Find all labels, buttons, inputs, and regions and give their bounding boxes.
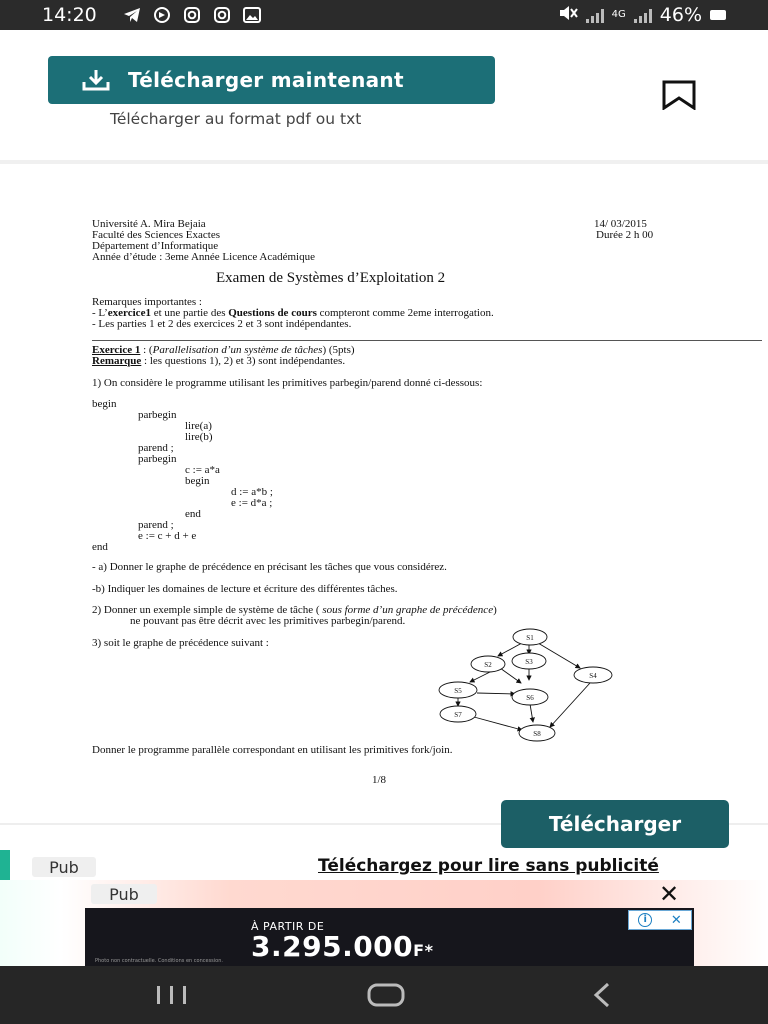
graph-node-label: S5 (454, 687, 462, 695)
graph-edge (500, 668, 521, 683)
telegram-icon (122, 6, 142, 24)
ad-price: 3.295.000F* (251, 930, 434, 963)
status-bar (0, 0, 768, 30)
doc-question-1: 1) On considère le programme utilisant les primitives parbegin/parend donné ci-dessous: (92, 377, 483, 389)
code-line: d := a*b ; (231, 486, 273, 498)
code-line: lire(a) (185, 420, 212, 432)
code-line: end (92, 541, 108, 553)
home-icon (367, 983, 405, 1007)
app-notification-icon (152, 6, 172, 24)
graph-node-label: S7 (454, 711, 462, 719)
doc-rule (92, 340, 762, 341)
download-now-label: Télécharger maintenant (128, 68, 404, 92)
signal-icon-2 (634, 7, 652, 23)
download-without-ads-link[interactable]: Téléchargez pour lire sans publicité (318, 856, 659, 876)
graph-edge (530, 704, 533, 722)
doc-question-3: 3) soit le graphe de précédence suivant : (92, 637, 269, 649)
mute-icon (558, 4, 578, 26)
code-line: lire(b) (185, 431, 213, 443)
code-line: parbegin (138, 409, 177, 421)
code-line: parend ; (138, 442, 174, 454)
graph-edge (498, 643, 522, 656)
doc-faculty: Faculté des Sciences Exactes (92, 229, 220, 241)
doc-question-2: 2) Donner un exemple simple de système de tâche ( sous forme d’un graphe de précédence) (92, 604, 497, 616)
download-button[interactable]: Télécharger (501, 800, 729, 848)
code-line: end (185, 508, 201, 520)
doc-remark-1: - L’exercice1 et une partie des Questions de cours compteront comme 2eme interrogation. (92, 307, 494, 319)
doc-year: Année d’étude : 3eme Année Licence Académique (92, 251, 315, 263)
ad-label: Pub (91, 884, 157, 904)
graph-node-label: S3 (525, 658, 533, 666)
doc-remark-2: - Les parties 1 et 2 des exercices 2 et 3 sont indépendantes. (92, 318, 352, 330)
system-icons (558, 4, 726, 26)
back-button[interactable] (572, 980, 632, 1010)
gallery-icon (242, 6, 262, 24)
back-icon (591, 982, 613, 1008)
download-now-button[interactable] (48, 56, 495, 104)
code-line: parbegin (138, 453, 177, 465)
battery-icon (710, 10, 726, 20)
graph-node-label: S8 (533, 730, 541, 738)
home-button[interactable] (356, 980, 416, 1010)
network-type-label: 4G (611, 9, 626, 20)
ad-banner[interactable] (85, 908, 694, 966)
ad-label: Pub (32, 857, 96, 877)
code-line: begin (92, 398, 117, 410)
graph-node-label: S6 (526, 694, 534, 702)
instagram-icon-2 (212, 6, 232, 24)
recent-apps-icon (155, 984, 189, 1006)
graph-edge (470, 671, 492, 682)
doc-remarque: Remarque : les questions 1), 2) et 3) sont indépendantes. (92, 355, 346, 367)
ad-info-icon: i (638, 913, 652, 927)
instagram-icon (182, 6, 202, 24)
navigation-bar (0, 966, 768, 1024)
ad-small-text: À PARTIR DE (251, 920, 325, 933)
status-time: 14:20 (42, 4, 97, 26)
graph-edge (550, 683, 590, 727)
precedence-graph (430, 624, 630, 744)
ad-container (0, 880, 768, 966)
code-line: parend ; (138, 519, 174, 531)
doc-remarks-heading: Remarques importantes : (92, 296, 202, 308)
graph-edge (474, 717, 522, 730)
doc-question-1a: - a) Donner le graphe de précédence en précisant les tâches que vous considérez. (92, 561, 447, 573)
download-format-link[interactable]: Télécharger au format pdf ou txt (110, 110, 362, 128)
doc-date: 14/ 03/2015 (594, 218, 647, 230)
download-icon (80, 68, 112, 92)
graph-node-label: S2 (484, 661, 492, 669)
ad-fine-print: Photo non contractuelle. Conditions en concession. (95, 958, 223, 964)
doc-title: Examen de Systèmes d’Exploitation 2 (216, 270, 446, 286)
doc-question-2-line2: ne pouvant pas être décrit avec les primitives parbegin/parend. (130, 615, 406, 627)
recent-apps-button[interactable] (142, 980, 202, 1010)
graph-node-label: S4 (589, 672, 597, 680)
ad-choices-icon[interactable] (628, 910, 692, 930)
code-line: begin (185, 475, 210, 487)
accent-strip (0, 850, 10, 880)
battery-percent: 46% (659, 4, 702, 26)
doc-university: Université A. Mira Bejaia (92, 218, 206, 230)
doc-department: Département d’Informatique (92, 240, 219, 252)
ad-close-button[interactable]: ✕ (658, 880, 680, 908)
signal-icon (586, 7, 604, 23)
doc-final-question: Donner le programme parallèle correspondant en utilisant les primitives fork/join. (92, 744, 453, 756)
doc-exercise-1-heading: Exercice 1 : (Parallelisation d’un système de tâches) (5pts) (92, 344, 355, 356)
graph-node-label: S1 (526, 634, 534, 642)
document-page[interactable] (0, 164, 768, 824)
doc-duration: Durée 2 h 00 (596, 229, 654, 241)
bookmark-icon[interactable] (662, 80, 696, 110)
doc-question-1b: -b) Indiquer les domaines de lecture et écriture des différentes tâches. (92, 583, 398, 595)
code-line: e := c + d + e (138, 530, 197, 542)
notification-icons (122, 6, 262, 24)
code-line: e := d*a ; (231, 497, 273, 509)
doc-page-number: 1/8 (372, 774, 387, 786)
ad-x-icon: ✕ (670, 912, 682, 928)
code-line: c := a*a (185, 464, 220, 476)
graph-edge (477, 693, 515, 694)
